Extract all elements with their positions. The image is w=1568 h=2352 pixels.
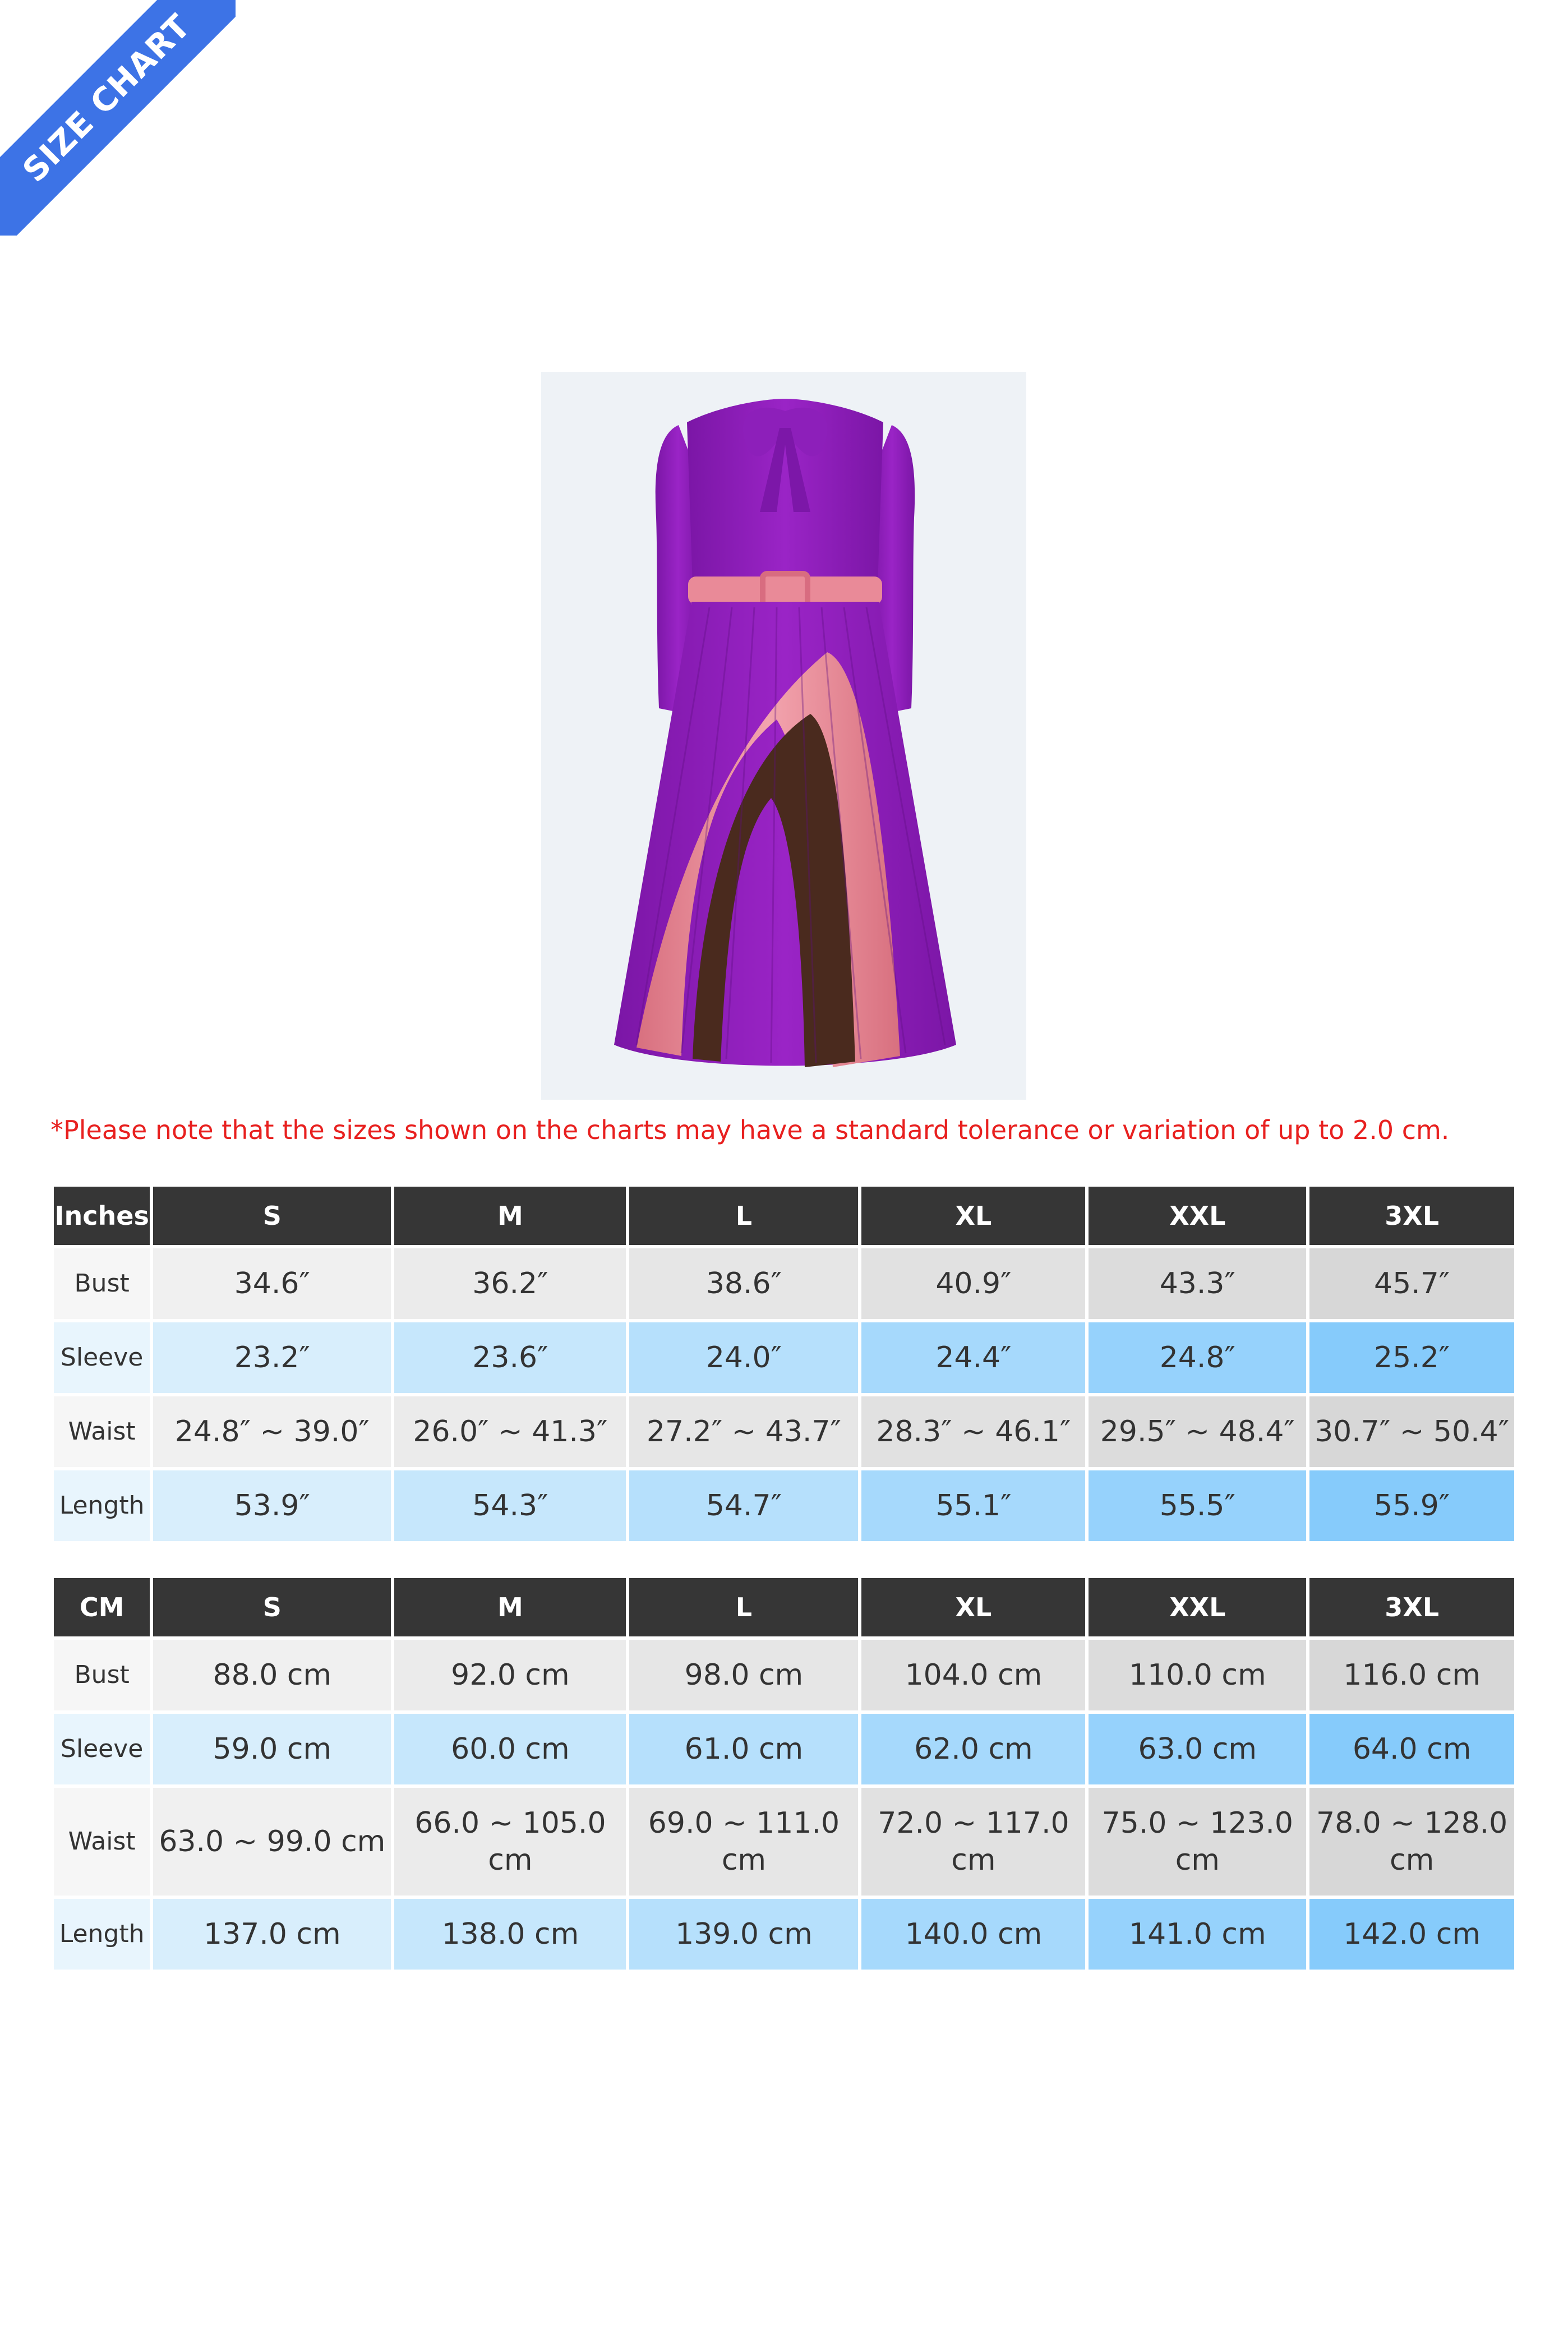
- row-label: Sleeve: [54, 1322, 150, 1393]
- row-label: Waist: [54, 1788, 150, 1896]
- inches-size-table: [50, 1183, 1518, 1544]
- table-cell: 34.6″: [153, 1248, 391, 1319]
- table-cell: 55.9″: [1309, 1470, 1514, 1541]
- table-cell: 54.3″: [394, 1470, 626, 1541]
- table-cell: 92.0 cm: [394, 1640, 626, 1710]
- size-header-xxl: XXL: [1089, 1187, 1306, 1245]
- unit-header: CM: [54, 1578, 150, 1636]
- table-cell: 60.0 cm: [394, 1714, 626, 1784]
- table-row: [54, 1396, 1514, 1467]
- table-row: [54, 1470, 1514, 1541]
- table-cell: 98.0 cm: [629, 1640, 858, 1710]
- table-row: [54, 1788, 1514, 1896]
- table-row: [54, 1899, 1514, 1970]
- table-cell: 28.3″ ~ 46.1″: [861, 1396, 1085, 1467]
- table-cell: 55.5″: [1089, 1470, 1306, 1541]
- tolerance-note: *Please note that the sizes shown on the charts may have a standard tolerance or variation of up to 2.0 cm.: [50, 1115, 1450, 1145]
- table-cell: 45.7″: [1309, 1248, 1514, 1319]
- size-header-s: S: [153, 1578, 391, 1636]
- size-header-xxl: XXL: [1089, 1578, 1306, 1636]
- table-cell: 62.0 cm: [861, 1714, 1085, 1784]
- table-header-row: [54, 1187, 1514, 1245]
- table-cell: 54.7″: [629, 1470, 858, 1541]
- table-cell: 26.0″ ~ 41.3″: [394, 1396, 626, 1467]
- table-cell: 138.0 cm: [394, 1899, 626, 1970]
- size-chart-ribbon-label: SIZE CHART: [0, 0, 236, 236]
- table-cell: 25.2″: [1309, 1322, 1514, 1393]
- table-cell: 24.8″ ~ 39.0″: [153, 1396, 391, 1467]
- table-cell: 24.8″: [1089, 1322, 1306, 1393]
- table-cell: 139.0 cm: [629, 1899, 858, 1970]
- table-cell: 30.7″ ~ 50.4″: [1309, 1396, 1514, 1467]
- table-cell: 36.2″: [394, 1248, 626, 1319]
- table-row: [54, 1640, 1514, 1710]
- size-header-m: M: [394, 1187, 626, 1245]
- size-chart-ribbon: [0, 0, 236, 236]
- table-cell: 53.9″: [153, 1470, 391, 1541]
- table-cell: 69.0 ~ 111.0 cm: [629, 1788, 858, 1896]
- table-header-row: [54, 1578, 1514, 1636]
- table-cell: 38.6″: [629, 1248, 858, 1319]
- size-header-l: L: [629, 1187, 858, 1245]
- size-header-xl: XL: [861, 1187, 1085, 1245]
- table-cell: 141.0 cm: [1089, 1899, 1306, 1970]
- table-cell: 24.4″: [861, 1322, 1085, 1393]
- table-cell: 55.1″: [861, 1470, 1085, 1541]
- table-cell: 24.0″: [629, 1322, 858, 1393]
- table-cell: 27.2″ ~ 43.7″: [629, 1396, 858, 1467]
- table-cell: 140.0 cm: [861, 1899, 1085, 1970]
- table-cell: 23.6″: [394, 1322, 626, 1393]
- table-cell: 137.0 cm: [153, 1899, 391, 1970]
- unit-header: Inches: [54, 1187, 150, 1245]
- table-cell: 61.0 cm: [629, 1714, 858, 1784]
- table-cell: 110.0 cm: [1089, 1640, 1306, 1710]
- table-cell: 72.0 ~ 117.0 cm: [861, 1788, 1085, 1896]
- table-cell: 142.0 cm: [1309, 1899, 1514, 1970]
- size-header-3xl: 3XL: [1309, 1187, 1514, 1245]
- row-label: Sleeve: [54, 1714, 150, 1784]
- table-cell: 78.0 ~ 128.0 cm: [1309, 1788, 1514, 1896]
- belt: [688, 577, 882, 605]
- table-row: [54, 1714, 1514, 1784]
- table-cell: 43.3″: [1089, 1248, 1306, 1319]
- cm-size-table: [50, 1575, 1518, 1973]
- table-cell: 116.0 cm: [1309, 1640, 1514, 1710]
- table-cell: 63.0 cm: [1089, 1714, 1306, 1784]
- table-cell: 104.0 cm: [861, 1640, 1085, 1710]
- row-label: Bust: [54, 1640, 150, 1710]
- table-cell: 23.2″: [153, 1322, 391, 1393]
- table-cell: 63.0 ~ 99.0 cm: [153, 1788, 391, 1896]
- table-cell: 75.0 ~ 123.0 cm: [1089, 1788, 1306, 1896]
- table-row: [54, 1322, 1514, 1393]
- table-cell: 40.9″: [861, 1248, 1085, 1319]
- size-header-s: S: [153, 1187, 391, 1245]
- row-label: Length: [54, 1470, 150, 1541]
- size-header-l: L: [629, 1578, 858, 1636]
- row-label: Bust: [54, 1248, 150, 1319]
- table-cell: 66.0 ~ 105.0 cm: [394, 1788, 626, 1896]
- table-cell: 59.0 cm: [153, 1714, 391, 1784]
- row-label: Length: [54, 1899, 150, 1970]
- size-header-m: M: [394, 1578, 626, 1636]
- table-cell: 29.5″ ~ 48.4″: [1089, 1396, 1306, 1467]
- dress-image: [541, 372, 1026, 1100]
- table-cell: 88.0 cm: [153, 1640, 391, 1710]
- size-header-3xl: 3XL: [1309, 1578, 1514, 1636]
- table-cell: 64.0 cm: [1309, 1714, 1514, 1784]
- size-header-xl: XL: [861, 1578, 1085, 1636]
- product-image: [541, 372, 1026, 1100]
- table-row: [54, 1248, 1514, 1319]
- row-label: Waist: [54, 1396, 150, 1467]
